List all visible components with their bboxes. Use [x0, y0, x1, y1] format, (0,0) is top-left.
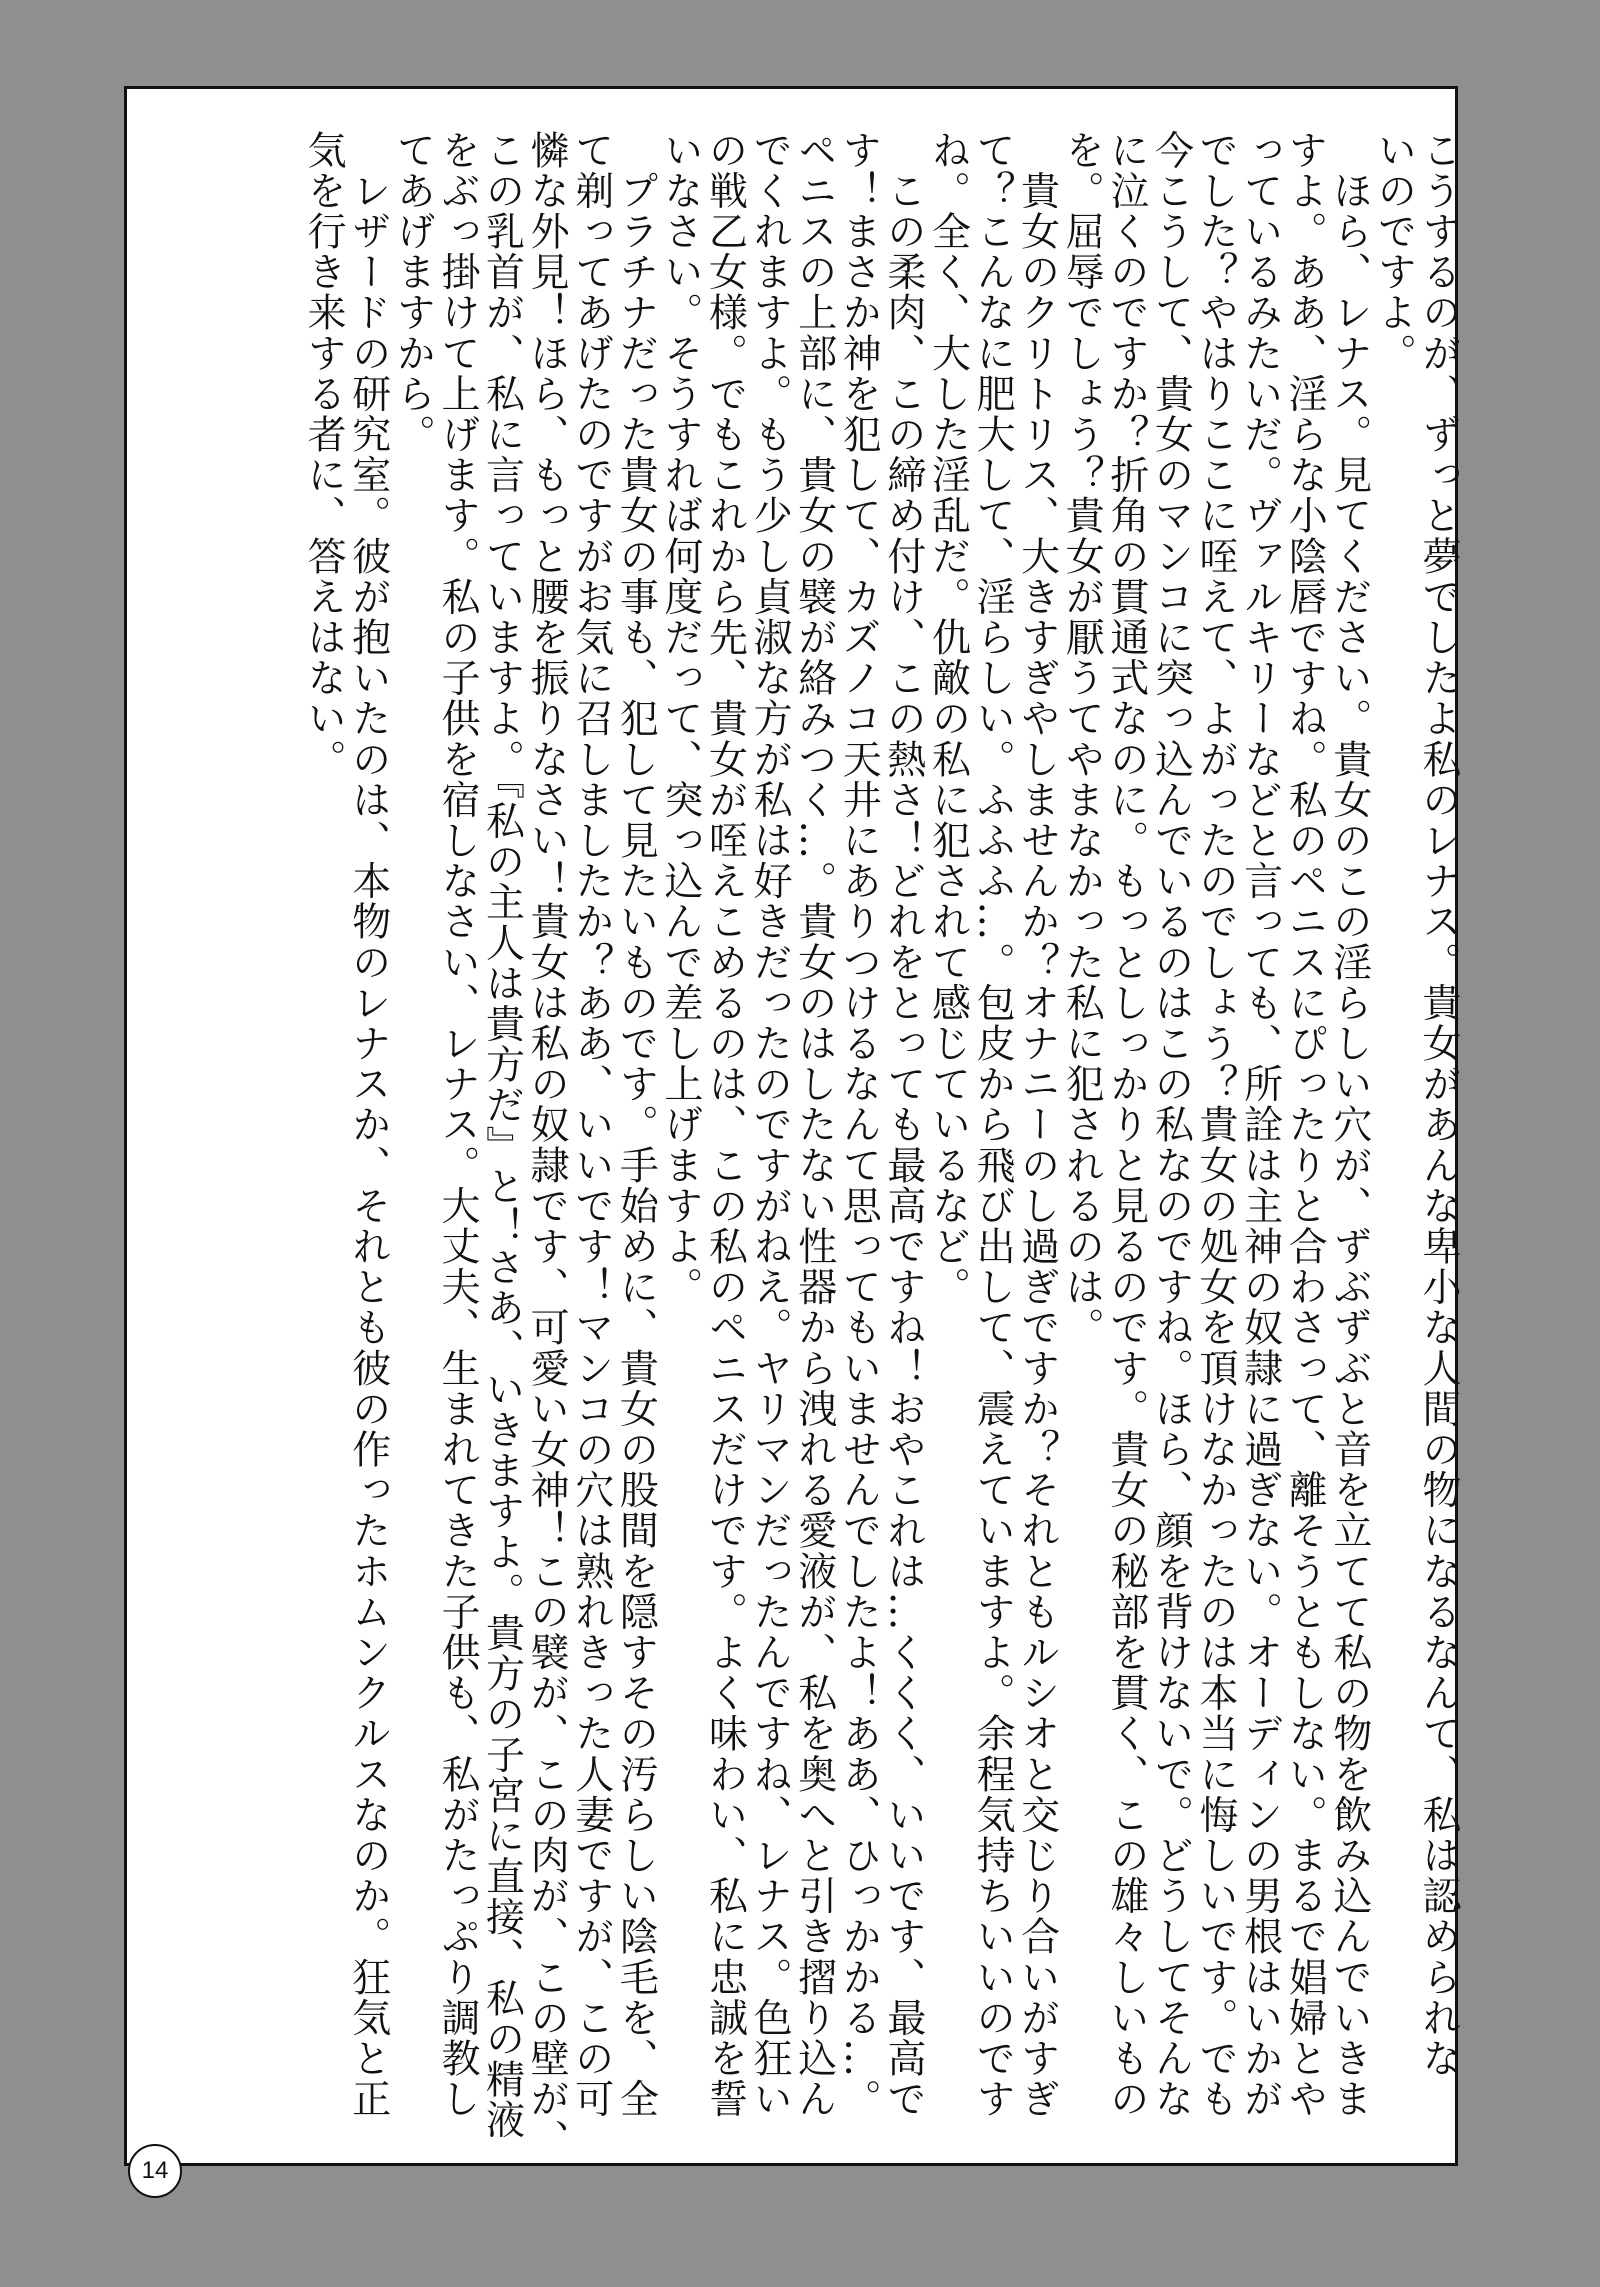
text-column: 今こうして、貴女のマンコに突っ込んでいるのはこの私なのですね。ほら、顔を背けないで。どうしてそんな: [1148, 130, 1194, 2120]
text-column: この柔肉、この締め付け、この熱さ！どれをとっても最高ですね！おやこれは…くくく、いいです、最高で: [880, 130, 926, 2120]
text-column: プラチナだった貴女の事も、犯して見たいものです。手始めに、貴女の股間を隠すその汚らしい陰毛を、全: [613, 130, 659, 2120]
text-column: て剃ってあげたのですがお気に召しましたか？ああ、いいです！マンコの穴は熟れきった人妻ですが、この可: [568, 130, 614, 2120]
text-column: てあげますから。: [390, 130, 436, 455]
text-column: ほら、レナス。見てください。貴女のこの淫らしい穴が、ずぶずぶと音を立てて私の物を飲み込んでいきま: [1326, 130, 1372, 2120]
body-text: [301, 130, 1461, 2160]
text-column: こうするのが、ずっと夢でしたよ私のレナス。貴女があんな卑小な人間の物になるなんて、私は認められな: [1416, 130, 1461, 2079]
text-column: の戦乙女様。でもこれから先、貴女が咥えこめるのは、この私のペニスだけです。よく味わい、私に忠誠を誓: [702, 130, 748, 2120]
text-column: でした？やはりここに咥えて、よがったのでしょう？貴女の処女を頂けなかったのは本当に悔しいです。でも: [1193, 130, 1239, 2120]
text-column: す！まさか神を犯して、カズノコ天井にありつけるなんて思ってもいませんでしたよ！ああ、ひっかかる…。: [836, 130, 882, 2120]
text-column: でくれますよ。もう少し貞淑な方が私は好きだったのですがねえ。ヤリマンだったんですね、レナス。色狂い: [747, 130, 793, 2120]
text-column: に泣くのですか？折角の貫通式なのに。もっとしっかりと見るのです。貴女の秘部を貫く、この雄々しいもの: [1103, 130, 1149, 2120]
text-column: すよ。ああ、淫らな小陰唇ですね。私のペニスにぴったりと合わさって、離そうともしない。まるで娼婦とや: [1282, 130, 1328, 2120]
text-column: 気を行き来する者に、答えはない。: [301, 130, 347, 780]
text-column: をぶっ掛けて上げます。私の子供を宿しなさい、レナス。大丈夫、生まれてきた子供も、私がたっぷり調教し: [434, 130, 480, 2120]
text-column: ね。全く、大した淫乱だ。仇敵の私に犯されて感じているなど。: [925, 130, 971, 1308]
text-column: いなさい。そうすれば何度だって、突っ込んで差し上げますよ。: [657, 130, 703, 1308]
text-column: て？こんなに肥大して、淫らしい。ふふふ…。包皮から飛び出して、震えていますよ。余程気持ちいいのです: [970, 130, 1016, 2120]
text-column: この乳首が、私に言っていますよ。『私の主人は貴方だ』と！さあ、いきますよ。貴方の子宮に直接、私の精液: [479, 130, 525, 2141]
text-column: っているみたいだ。ヴァルキリーなどと言っても、所詮は主神の奴隷に過ぎない。オーディンの男根はいかが: [1237, 130, 1283, 2120]
text-column: ペニスの上部に、貴女の襞が絡みつく…。貴女のはしたない性器から洩れる愛液が、私を奥へと引き摺り込ん: [791, 130, 837, 2120]
text-column: レザードの研究室。彼が抱いたのは、本物のレナスか、それとも彼の作ったホムンクルスなのか。狂気と正: [345, 130, 391, 2120]
text-column: 憐な外見！ほら、もっと腰を振りなさい！貴女は私の奴隷です、可愛い女神！この襞が、この肉が、この壁が、: [524, 130, 570, 2160]
text-column: 貴女のクリトリス、大きすぎやしませんか？オナニーのし過ぎですか？それともルシオと交じり合いがすぎ: [1014, 130, 1060, 2120]
text-column: いのですよ。: [1371, 130, 1417, 374]
text-column: を。屈辱でしょう？貴女が厭うてやまなかった私に犯されるのは。: [1059, 130, 1105, 1348]
page-number: 14: [128, 2144, 182, 2198]
